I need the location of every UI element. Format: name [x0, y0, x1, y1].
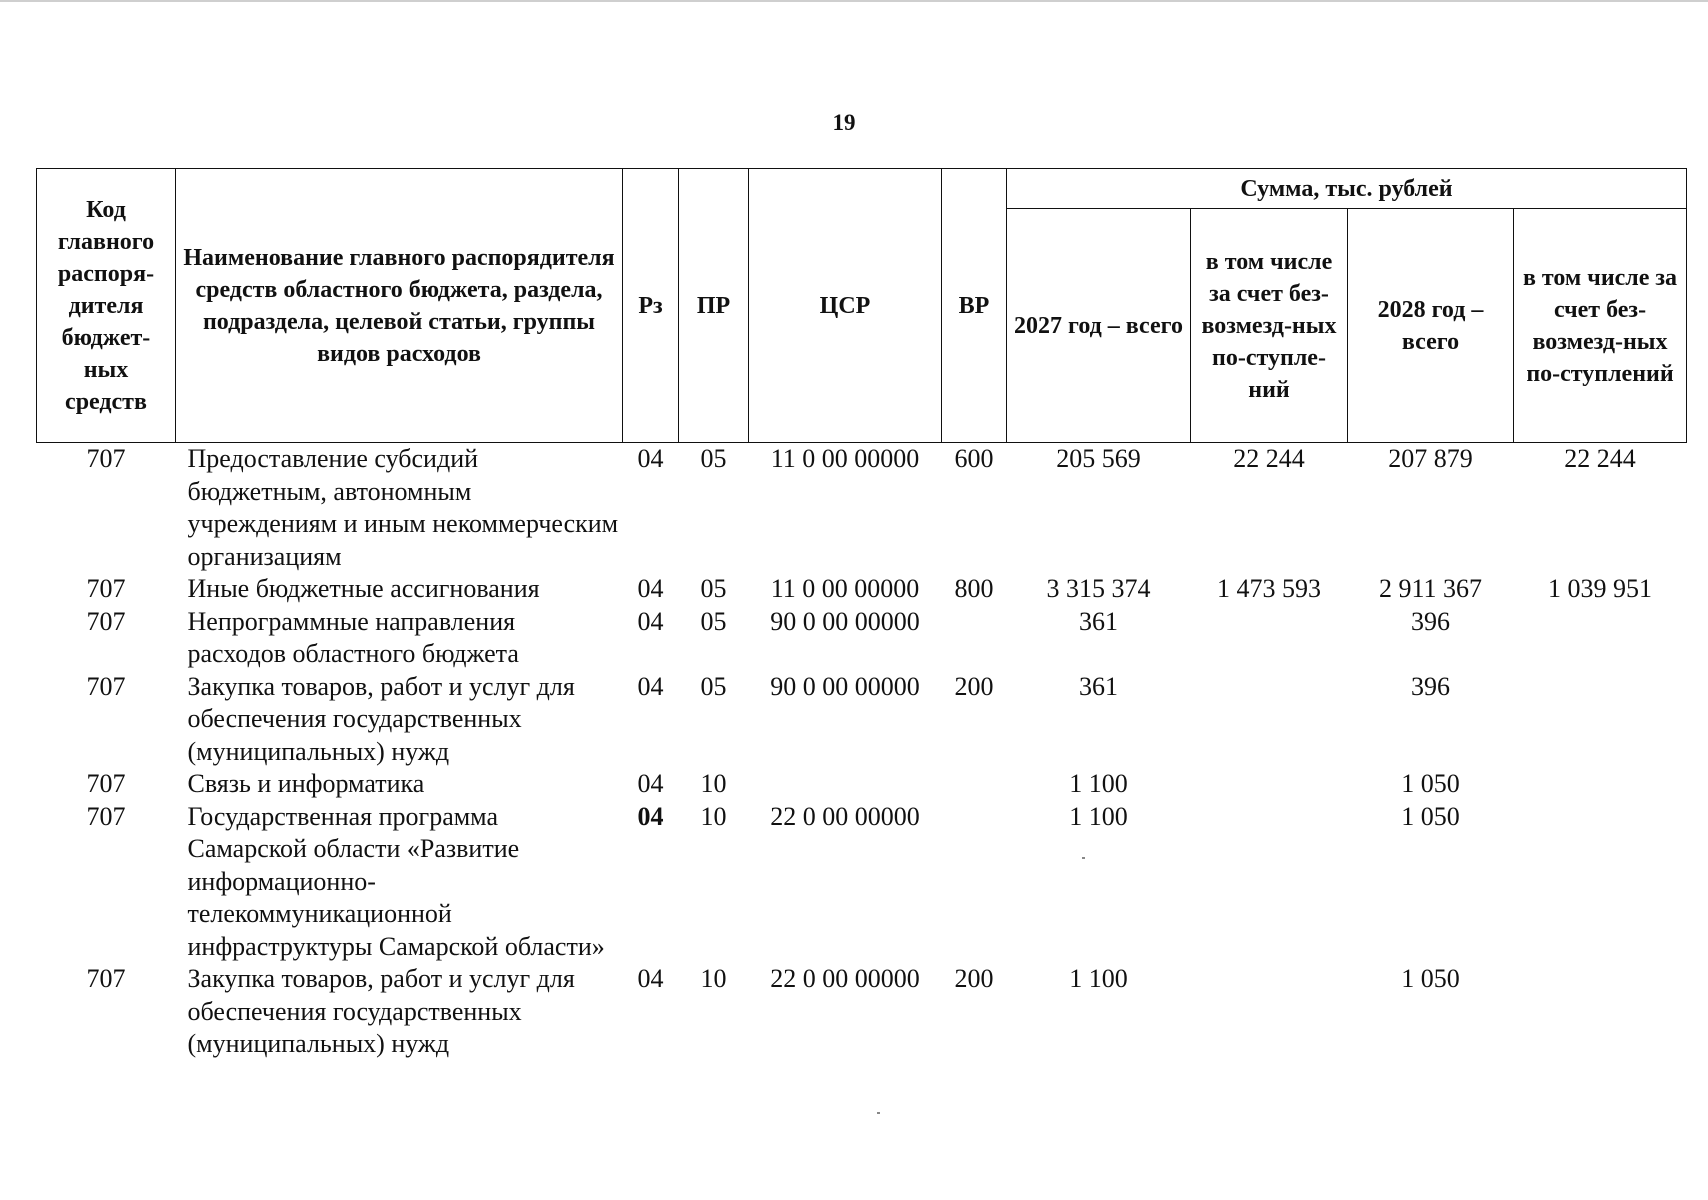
- cell-2028-free-receipts: [1514, 963, 1687, 1061]
- header-csr: ЦСР: [749, 169, 942, 443]
- table-row: [37, 443, 1687, 574]
- cell-csr: 22 0 00 00000: [770, 801, 920, 831]
- cell-2027-total: 1 100: [1069, 769, 1128, 798]
- header-rz: Рз: [623, 169, 679, 443]
- cell-2028-total: 2 911 367: [1378, 574, 1483, 603]
- header-vr: ВР: [942, 169, 1007, 443]
- cell-2028-free-receipts: [1514, 801, 1687, 964]
- header-2028-total: 2028 год – всего: [1348, 209, 1514, 443]
- cell-2027-free-receipts: 1 473 593: [1217, 574, 1321, 603]
- header-name: Наименование главного распорядителя средств областного бюджета, раздела, подраздела, целевой статьи, группы видов расходов: [176, 169, 623, 443]
- cell-2028-total: 1 050: [1401, 769, 1460, 798]
- table-row: [37, 768, 1687, 801]
- cell-code: 707: [86, 801, 126, 831]
- cell-name: Непрограммные направления расходов областного бюджета: [187, 606, 519, 668]
- top-edge-rule: [0, 0, 1708, 2]
- cell-rz: 04: [637, 444, 664, 473]
- table-row: [37, 963, 1687, 1061]
- cell-pr: 05: [700, 444, 727, 473]
- cell-vr: [942, 801, 1007, 964]
- header-code: Код главного распоря-дителя бюджет-ных средств: [37, 169, 176, 443]
- cell-vr: 200: [954, 671, 994, 701]
- cell-name: Связь и информатика: [187, 769, 425, 798]
- cell-csr: 22 0 00 00000: [770, 964, 920, 993]
- cell-code: 707: [86, 606, 126, 636]
- cell-2028-total: 1 050: [1401, 801, 1460, 831]
- cell-rz: 04: [637, 574, 664, 603]
- cell-pr: 05: [700, 671, 727, 701]
- cell-vr: [942, 768, 1007, 801]
- cell-2028-free-receipts: [1514, 768, 1687, 801]
- cell-pr: 10: [700, 769, 727, 798]
- header-sum-group: Сумма, тыс. рублей: [1007, 169, 1687, 209]
- cell-2028-total: 207 879: [1388, 444, 1473, 473]
- cell-code: 707: [86, 444, 126, 473]
- budget-table: [36, 168, 1687, 1061]
- cell-rz: 04: [637, 801, 664, 831]
- table-row: [37, 671, 1687, 769]
- cell-2027-free-receipts: [1191, 801, 1348, 964]
- cell-2028-free-receipts: 22 244: [1564, 444, 1636, 473]
- cell-name: Иные бюджетные ассигнования: [187, 574, 540, 603]
- header-pr: ПР: [679, 169, 749, 443]
- cell-2027-total: 361: [1079, 671, 1118, 701]
- page-number: 19: [832, 110, 856, 135]
- cell-name: Предоставление субсидий бюджетным, автономным учреждениям и иным некоммерческим организациям: [187, 444, 619, 571]
- table-row: [37, 573, 1687, 606]
- cell-pr: 10: [700, 801, 727, 831]
- cell-csr: 90 0 00 00000: [770, 606, 920, 636]
- cell-code: 707: [86, 671, 126, 701]
- cell-csr: 11 0 00 00000: [770, 574, 920, 603]
- cell-code: 707: [86, 574, 126, 603]
- cell-rz: 04: [637, 964, 664, 993]
- cell-vr: 800: [954, 574, 994, 603]
- cell-csr: 90 0 00 00000: [770, 671, 920, 701]
- cell-code: 707: [86, 769, 126, 798]
- cell-csr: [749, 768, 942, 801]
- table-row: [37, 801, 1687, 964]
- table-row: [37, 606, 1687, 671]
- cell-2027-free-receipts: [1191, 671, 1348, 769]
- table-header: [37, 169, 1687, 443]
- cell-2027-total: 1 100: [1069, 801, 1128, 831]
- cell-2027-free-receipts: 22 244: [1233, 444, 1305, 473]
- cell-csr: 11 0 00 00000: [770, 444, 920, 473]
- header-2027-free-receipts: в том числе за счет без-возмезд-ных по-ступле-ний: [1191, 209, 1348, 443]
- cell-2027-total: 1 100: [1069, 964, 1128, 993]
- cell-pr: 05: [700, 574, 727, 603]
- cell-vr: 200: [954, 964, 994, 993]
- scan-speck: [1082, 857, 1085, 859]
- cell-2028-total: 396: [1411, 671, 1450, 701]
- cell-name: Государственная программа Самарской области «Развитие информационно-телекоммуникационной инфраструктуры Самарской области»: [187, 801, 605, 961]
- cell-code: 707: [86, 964, 126, 993]
- cell-pr: 05: [700, 606, 727, 636]
- cell-name: Закупка товаров, работ и услуг для обеспечения государственных (муниципальных) нужд: [187, 671, 575, 766]
- cell-2028-total: 396: [1411, 606, 1450, 636]
- cell-name: Закупка товаров, работ и услуг для обеспечения государственных (муниципальных) нужд: [187, 964, 575, 1058]
- cell-2027-free-receipts: [1191, 768, 1348, 801]
- cell-vr: [942, 606, 1007, 671]
- cell-2027-free-receipts: [1191, 963, 1348, 1061]
- scan-speck: [877, 1112, 880, 1114]
- cell-vr: 600: [954, 444, 994, 473]
- cell-2027-total: 205 569: [1056, 444, 1141, 473]
- header-2027-total: 2027 год – всего: [1007, 209, 1191, 443]
- cell-2028-free-receipts: [1514, 606, 1687, 671]
- cell-2027-total: 3 315 374: [1046, 574, 1151, 603]
- table-body: [37, 443, 1687, 1061]
- cell-rz: 04: [637, 671, 664, 701]
- cell-2028-free-receipts: [1514, 671, 1687, 769]
- cell-2028-free-receipts: 1 039 951: [1548, 574, 1652, 603]
- cell-2027-free-receipts: [1191, 606, 1348, 671]
- header-2028-free-receipts: в том числе за счет без-возмезд-ных по-ступлений: [1514, 209, 1687, 443]
- cell-pr: 10: [700, 964, 727, 993]
- cell-2027-total: 361: [1079, 606, 1118, 636]
- cell-2028-total: 1 050: [1401, 964, 1460, 993]
- cell-rz: 04: [637, 606, 664, 636]
- cell-rz: 04: [637, 769, 664, 798]
